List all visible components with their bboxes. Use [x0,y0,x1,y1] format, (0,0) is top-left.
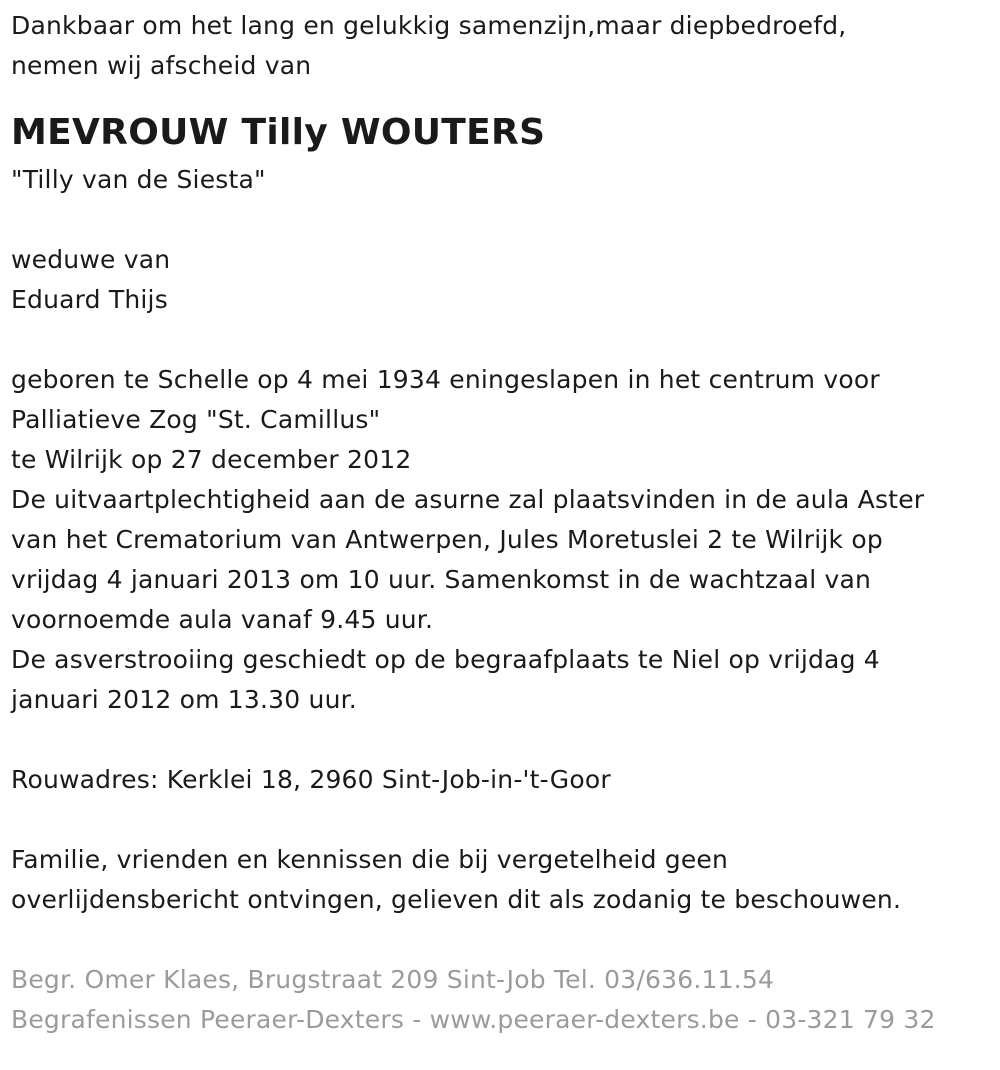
spacer [11,320,991,360]
notice-line-1: Familie, vrienden en kennissen die bij vergetelheid geen [11,845,729,874]
spacer [11,800,991,840]
spacer [11,920,991,960]
spouse-label: weduwe van [11,245,171,274]
deceased-nickname: "Tilly van de Siesta" [11,165,266,194]
mourning-address: Rouwadres: Kerklei 18, 2960 Sint-Job-in-'t-Goor [11,765,611,794]
undertaker-footer [11,960,991,1040]
details-line: Palliatieve Zog "St. Camillus" [11,405,381,434]
intro-line-2: nemen wij afscheid van [11,51,312,80]
undertaker-line-1: Begr. Omer Klaes, Brugstraat 209 Sint-Job Tel. 03/636.11.54 [11,965,775,994]
obituary-notice [11,0,991,1040]
spacer [11,200,991,240]
spouse-name: Eduard Thijs [11,285,168,314]
deceased-name: MEVROUW Tilly WOUTERS [11,112,546,153]
details-line: De uitvaartplechtigheid aan de asurne zal plaatsvinden in de aula Aster [11,485,925,514]
spacer [11,720,991,760]
details-line: vrijdag 4 januari 2013 om 10 uur. Samenkomst in de wachtzaal van [11,565,872,594]
undertaker-line-2: Begrafenissen Peeraer-Dexters - www.peeraer-dexters.be - 03-321 79 32 [11,1005,936,1034]
details-line: De asverstrooiing geschiedt op de begraafplaats te Niel op vrijdag 4 [11,645,880,674]
details-line: geboren te Schelle op 4 mei 1934 eningeslapen in het centrum voor [11,365,880,394]
notice-line-2: overlijdensbericht ontvingen, gelieven dit als zodanig te beschouwen. [11,885,902,914]
details-line: januari 2012 om 13.30 uur. [11,685,357,714]
details-line: te Wilrijk op 27 december 2012 [11,445,412,474]
details-line: van het Crematorium van Antwerpen, Jules Moretuslei 2 te Wilrijk op [11,525,883,554]
intro-line-1: Dankbaar om het lang en gelukkig samenzijn,maar diepbedroefd, [11,11,847,40]
details-line: voornoemde aula vanaf 9.45 uur. [11,605,434,634]
